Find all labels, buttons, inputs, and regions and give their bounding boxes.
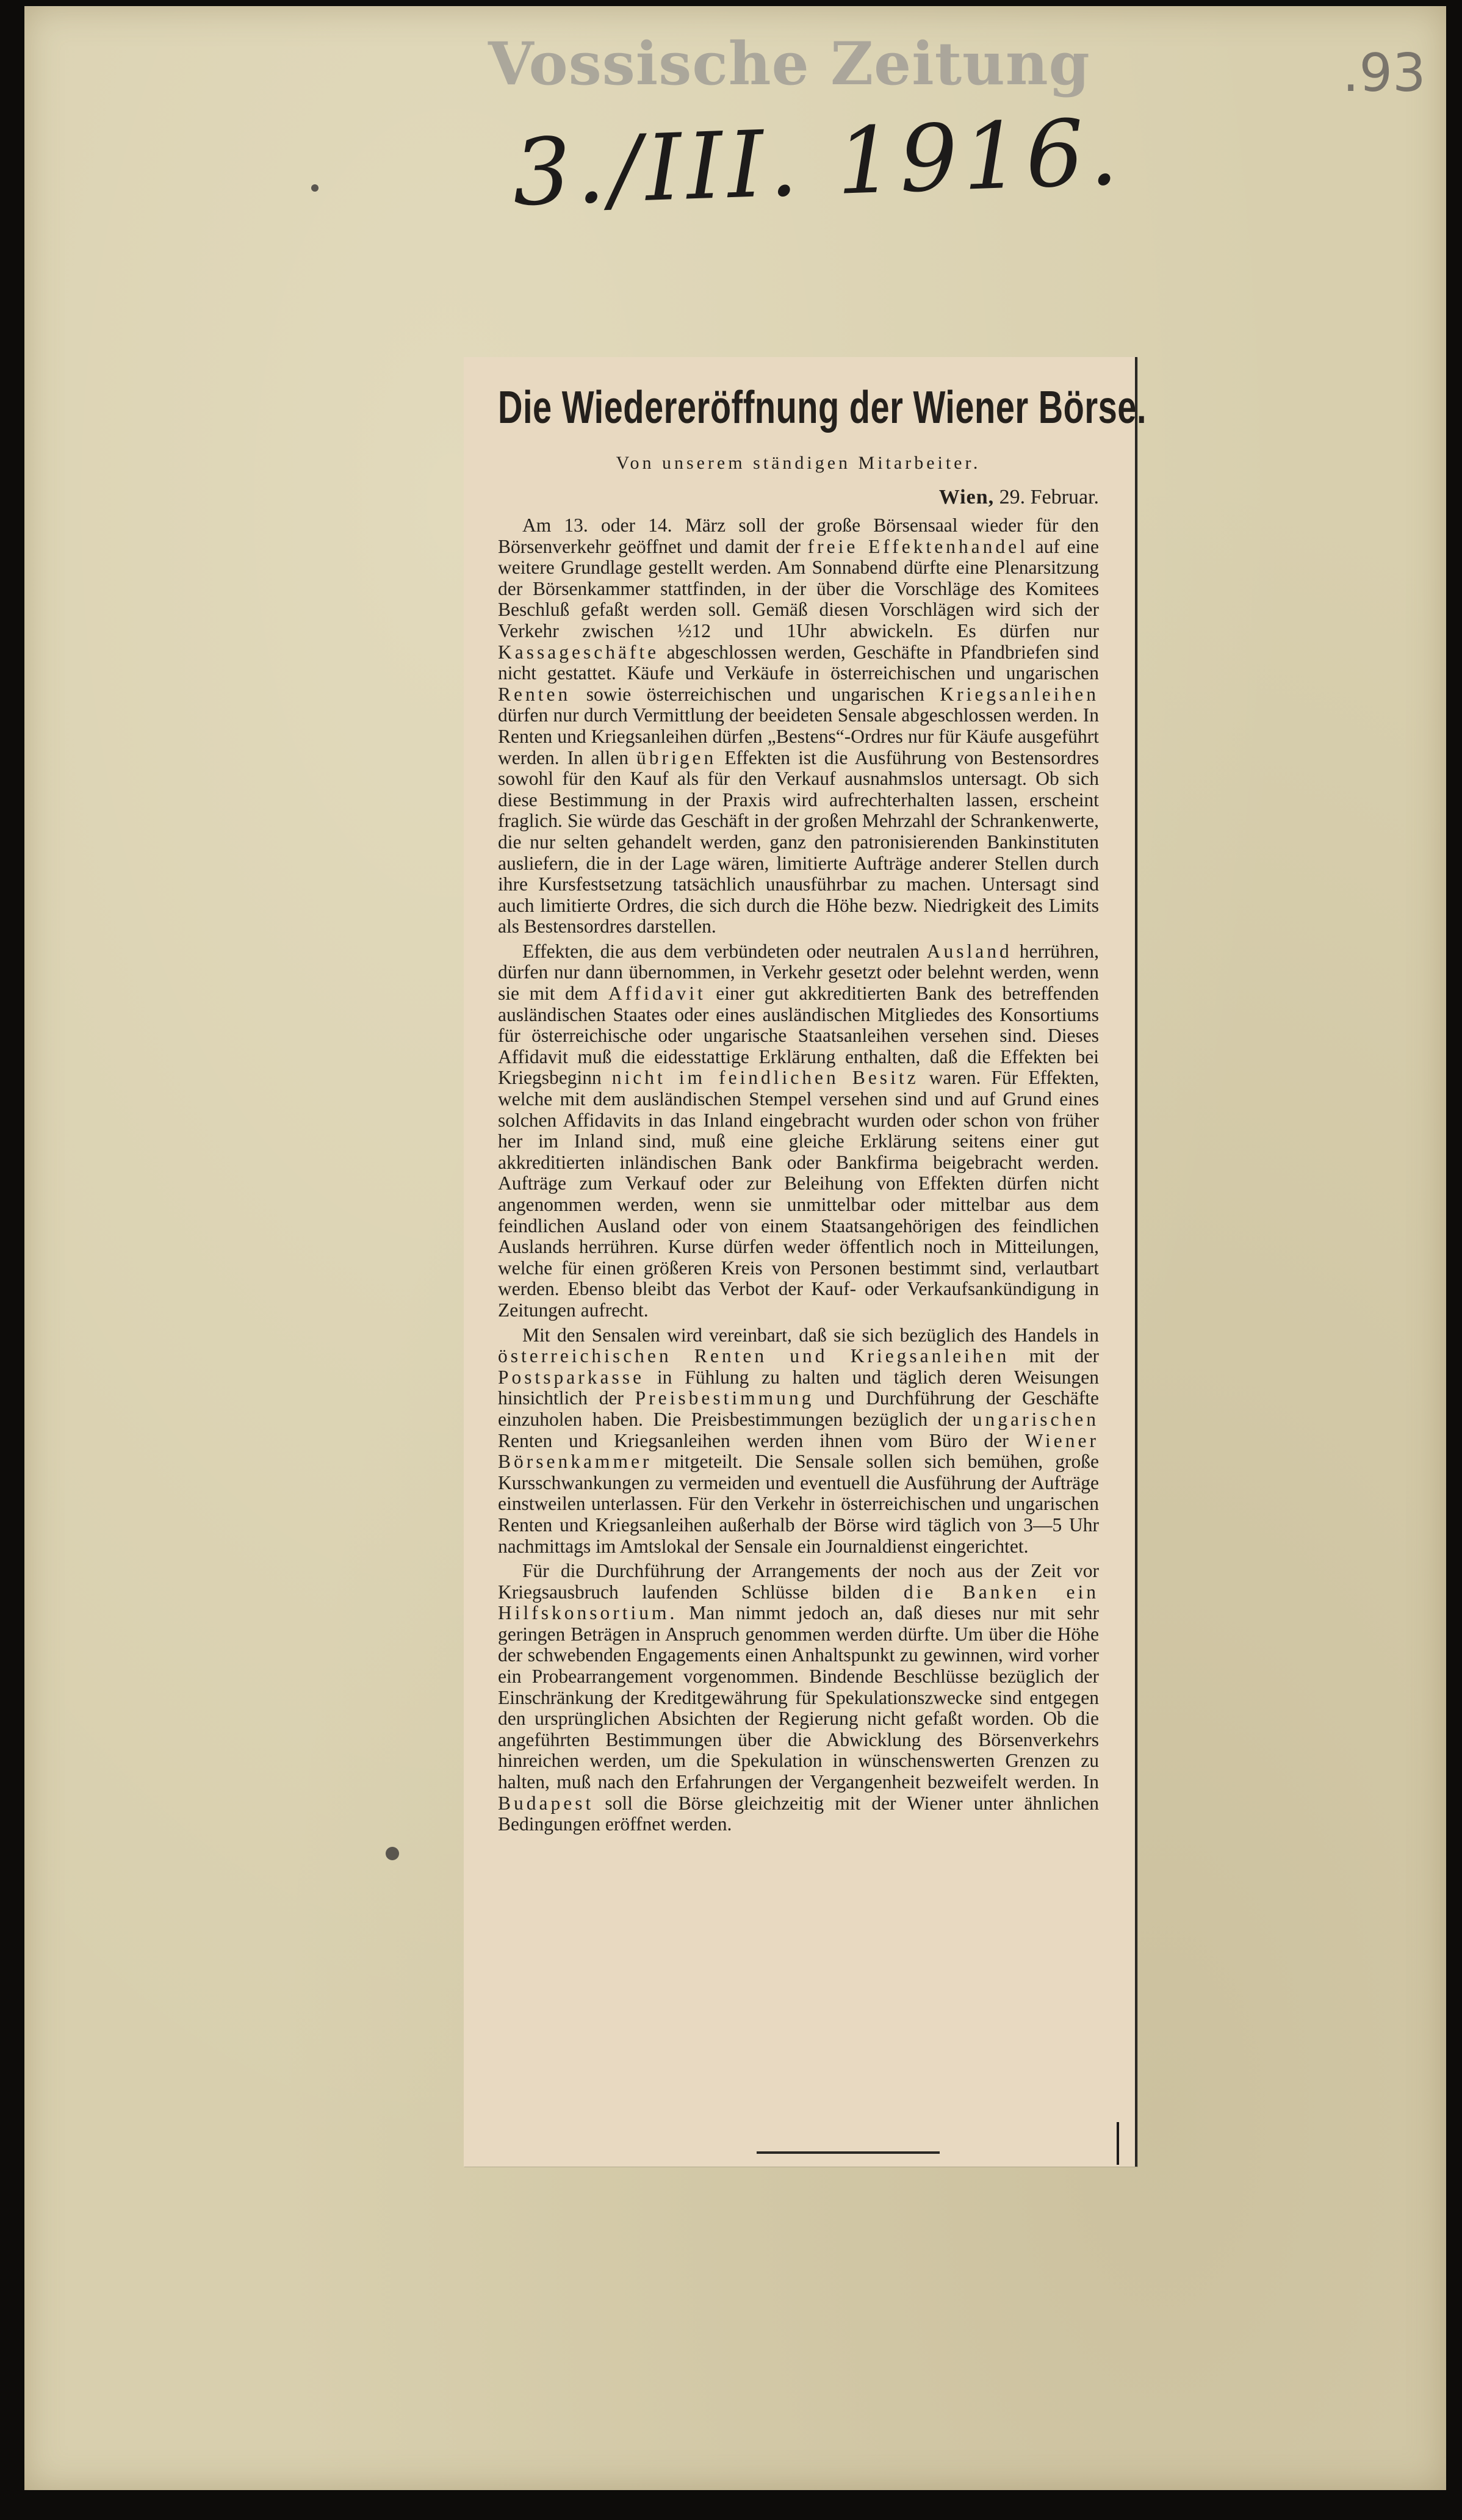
text-run: Mit den Sensalen wird vereinbart, daß sie sich bezüglich des Handels in <box>522 1324 1099 1346</box>
text-run: waren. Für Effekten, welche mit dem ausländischen Stempel versehen sind und auf Grund eines solchen Affidavits in das Inland eingebracht wurden oder schon von früher her im Inland sind, muß eine gleiche Erklärung seitens einer gut akkreditierten inländischen Bank oder Bankfirma beigebracht werden. Aufträge zum Verkauf oder zur Beleihung von Effekten dürfen nicht angenommen werden, wenn sie unmittelbar oder mittelbar aus dem feindlichen Ausland oder von einem Staatsangehörigen des feindlichen Auslands herrühren. Kurse dürfen weder öffentlich noch in Mitteilungen, welche für einen größeren Kreis von Personen bestimmt sind, verlautbart werden. Ebenso bleibt das Verbot der Kauf- oder Verkaufsankündigung in Zeitungen aufrecht. <box>498 1067 1100 1321</box>
text-run: Effekten ist die Ausführung von Bestensordres sowohl für den Kauf als für den Verkauf ausnahmslos untersagt. Ob sich diese Bestimmung in der Praxis wird aufrechterhalten lassen, erscheint fraglich. Sie würde das Geschäft in der großen Mehrzahl der Schrankenwerte, die nur selten gehandelt werden, ganz den patronisierenden Bankinstituten ausliefern, die in der Lage wären, limitierte Aufträge anderer Stellen durch ihre Kursfestsetzung tatsächlich unausführbar zu machen. Untersagt sind auch limitierte Ordres, die sich durch die Höhe bezw. Niedrigkeit des Limits als Bestensordres darstellen. <box>498 746 1100 937</box>
article-headline: Die Wiedereröffnung der Wiener Börse. <box>498 381 1147 433</box>
text-run: mit der <box>1029 1345 1100 1367</box>
text-run: Renten und Kriegsanleihen werden ihnen vom Büro der <box>498 1429 1009 1451</box>
spaced-text: Affidavit <box>608 983 706 1005</box>
article-byline: Von unserem ständigen Mitarbeiter. <box>616 453 981 473</box>
text-run: herrühren, dürfen nur dann übernommen, in Verkehr gesetzt oder belehnt werden, wenn sie mit dem <box>498 940 1100 1005</box>
spaced-text: Kriegsanleihen <box>940 683 1100 705</box>
text-run: und Durchführung der Geschäfte einzuholen haben. Die Preisbestimmungen bezüglich der <box>498 1387 1100 1430</box>
handwritten-date: 3./III. 1916. <box>511 99 1125 227</box>
end-rule <box>757 2151 940 2154</box>
archive-sheet <box>24 6 1446 2490</box>
text-run: abgeschlossen werden, Geschäfte in Pfandbriefen sind nicht gestattet. Käufe und Verkäufe in österreichischen und ungarischen <box>498 641 1099 684</box>
article-body <box>498 515 1099 1835</box>
text-run: Effekten, die aus dem verbündeten oder neutralen <box>522 940 920 962</box>
spaced-text: Renten <box>498 683 571 705</box>
text-run: dürfen nur durch Vermittlung der beeideten Sensale abgeschlossen werden. In Renten und Kriegsanleihen dürfen „Bestens“-Ordres nur für Käufe ausgeführt werden. In allen <box>498 704 1099 768</box>
article <box>498 369 1147 1835</box>
spaced-text: nicht im feindlichen Besitz <box>611 1067 919 1089</box>
paper-spot <box>311 184 319 192</box>
article-paragraph <box>498 515 1099 937</box>
text-run: Für die Durchführung der Arrangements der noch aus der Zeit vor Kriegsausbruch laufenden Schlüsse bilden <box>498 1560 1099 1603</box>
dateline-date: 29. Februar. <box>999 486 1099 508</box>
dateline-place: Wien, <box>938 486 995 508</box>
text-run: Am 13. oder 14. März soll der große Börsensaal wieder für den Börsenverkehr geöffnet und damit der <box>498 514 1099 557</box>
text-run: auf eine weitere Grundlage gestellt werden. Am Sonnabend dürfte eine Plenarsitzung der Börsenkammer stattfinden, in der über die Vorschläge des Komitees Beschluß gefaßt werden soll. Gemäß diesen Vorschlägen wird sich der Verkehr zwischen ½12 und 1Uhr abwickeln. Es dürfen nur <box>498 535 1100 641</box>
spaced-text: Ausland <box>926 940 1012 962</box>
spaced-text: österreichischen Renten und Kriegsanleihen <box>498 1345 1010 1367</box>
newspaper-clipping <box>464 357 1147 2167</box>
text-run: einer gut akkreditierten Bank des betreffenden ausländischen Staates oder eines ausländischen Mitgliedes des Konsortiums für österreichische oder ungarische Staatsanleihen versehen sind. Dieses Affidavit muß die eidesstattige Erklärung enthalten, daß die Effekten bei Kriegsbeginn <box>498 983 1100 1089</box>
text-run: Man nimmt jedoch an, daß dieses nur mit sehr geringen Beträgen in Anspruch genommen werden dürfte. Um über die Höhe der schwebenden Engagements einen Anhaltspunkt zu gewinnen, wird vorher ein Probearrangement vorgenommen. Bindende Beschlüsse bezüglich der Einschränkung der Kreditgewährung für Spekulationszwecke sind entgegen den ursprünglichen Absichten der Regierung nicht gefaßt worden. Ob die angeführten Bestimmungen über die Abwicklung des Börsenverkehrs hinreichen werden, um die Spekulation in wünschenswerten Grenzen zu halten, muß nach den Erfahrungen der Vergangenheit bezweifelt werden. In <box>498 1602 1099 1793</box>
folio-number: .93 <box>1342 43 1426 104</box>
spaced-text: Budapest <box>498 1792 594 1814</box>
corner-mark <box>1117 2122 1119 2165</box>
paper-spot <box>386 1847 399 1860</box>
spaced-text: ungarischen <box>972 1408 1099 1430</box>
spaced-text: übrigen <box>636 746 717 768</box>
text-run: in Fühlung zu halten und täglich deren Weisungen hinsichtlich der <box>498 1366 1099 1409</box>
spaced-text: die Banken ein Hilfskonsortium. <box>498 1581 1099 1624</box>
spaced-text: Kassageschäfte <box>498 641 660 663</box>
newspaper-stamp: Vossische Zeitung <box>488 29 1090 98</box>
spaced-text: Postsparkasse <box>498 1366 644 1388</box>
article-paragraph <box>498 941 1099 1321</box>
text-run: soll die Börse gleichzeitig mit der Wiener unter ähnlichen Bedingungen eröffnet werden. <box>498 1792 1100 1835</box>
spaced-text: freie Effektenhandel <box>807 535 1028 557</box>
spaced-text: Wiener Börsenkammer <box>498 1429 1099 1473</box>
text-run: mitgeteilt. Die Sensale sollen sich bemühen, große Kursschwankungen zu vermeiden und eventuell die Ausführung der Aufträge einstweilen unterlassen. Für den Verkehr in österreichischen und ungarischen Renten und Kriegsanleihen außerhalb der Börse wird täglich von 3—5 Uhr nachmittags im Amtslokal der Sensale ein Journaldienst eingerichtet. <box>498 1451 1099 1557</box>
article-paragraph <box>498 1561 1099 1835</box>
text-run: sowie österreichischen und ungarischen <box>586 683 924 705</box>
article-dateline <box>498 486 1099 509</box>
article-paragraph <box>498 1325 1099 1558</box>
spaced-text: Preisbestimmung <box>635 1387 815 1409</box>
